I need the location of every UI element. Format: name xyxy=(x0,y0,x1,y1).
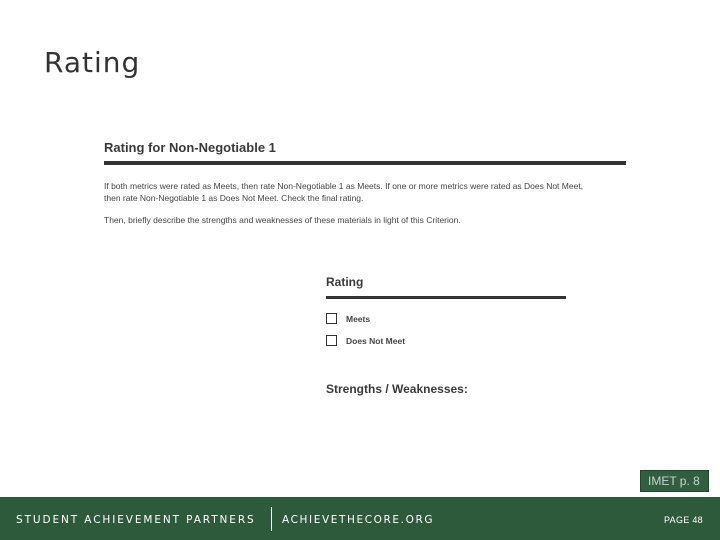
rating-heading: Rating xyxy=(326,275,364,289)
heading-divider xyxy=(104,161,626,165)
footer-divider xyxy=(271,507,272,531)
meets-checkbox[interactable] xyxy=(326,313,337,324)
document-heading: Rating for Non-Negotiable 1 xyxy=(104,140,276,155)
website-link[interactable]: ACHIEVETHECORE.ORG xyxy=(282,514,435,526)
does-not-meet-checkbox[interactable] xyxy=(326,335,337,346)
strengths-weaknesses-heading: Strengths / Weaknesses: xyxy=(326,382,468,396)
meets-label: Meets xyxy=(346,313,371,324)
rating-divider xyxy=(326,296,566,299)
instructions xyxy=(104,180,628,204)
brand-name: STUDENT ACHIEVEMENT PARTNERS xyxy=(16,514,256,526)
instructions-line-2: then rate Non-Negotiable 1 as Does Not Meet. Check the final rating. xyxy=(104,193,364,203)
rating-option-meets[interactable] xyxy=(326,313,370,324)
reference-badge: IMET p. 8 xyxy=(640,470,709,492)
instructions-line-3: Then, briefly describe the strengths and weaknesses of these materials in light of this Criterion. xyxy=(104,215,461,225)
slide-title: Rating xyxy=(44,46,141,79)
page-number: PAGE 48 xyxy=(664,515,703,525)
footer-bar xyxy=(0,497,720,540)
instructions-line-1: If both metrics were rated as Meets, then rate Non-Negotiable 1 as Meets. If one or more metrics were rated as Does Not Meet, xyxy=(104,181,584,191)
does-not-meet-label: Does Not Meet xyxy=(346,335,406,346)
rating-option-does-not-meet[interactable] xyxy=(326,335,405,346)
